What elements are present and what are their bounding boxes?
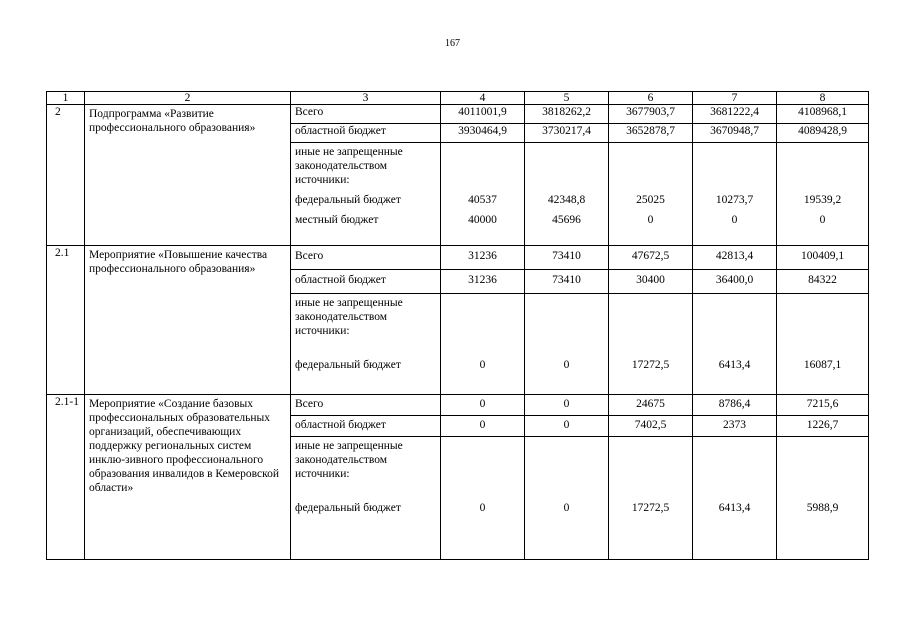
source-label: областной бюджет xyxy=(291,124,441,143)
federal-label: федеральный бюджет xyxy=(295,359,401,371)
federal-label: федеральный бюджет xyxy=(295,502,401,514)
budget-table xyxy=(46,91,869,560)
federal-value: 0 xyxy=(479,502,486,514)
source-label: Всего xyxy=(291,395,441,416)
value-cell xyxy=(609,294,693,395)
federal-value: 17272,5 xyxy=(631,359,670,371)
value-cell xyxy=(693,143,777,246)
value-cell: 0 xyxy=(525,395,609,416)
item-name xyxy=(85,246,291,395)
federal-label: федеральный бюджет xyxy=(295,194,401,206)
header-cell: 8 xyxy=(777,92,869,105)
federal-value: 19539,2 xyxy=(803,194,842,206)
value-cell: 73410 xyxy=(525,270,609,294)
value-cell xyxy=(525,294,609,395)
header-cell: 5 xyxy=(525,92,609,105)
source-label: Всего xyxy=(291,105,441,124)
other-sources-label: иные не запрещенные законодательством источники: xyxy=(295,297,403,337)
federal-value: 17272,5 xyxy=(631,502,670,514)
local-value: 40000 xyxy=(468,214,497,226)
item-name xyxy=(85,105,291,246)
value-cell xyxy=(609,437,693,560)
value-cell: 47672,5 xyxy=(609,246,693,270)
other-sources-cell xyxy=(291,143,441,246)
header-row xyxy=(47,92,869,105)
value-cell xyxy=(441,437,525,560)
value-cell: 42813,4 xyxy=(693,246,777,270)
table-row xyxy=(47,395,869,416)
value-cell: 3677903,7 xyxy=(609,105,693,124)
source-label: Всего xyxy=(291,246,441,270)
header-cell: 4 xyxy=(441,92,525,105)
item-number: 2 xyxy=(47,105,85,246)
value-cell: 100409,1 xyxy=(777,246,869,270)
other-sources-cell xyxy=(291,437,441,560)
item-name xyxy=(85,395,291,560)
other-sources-label: иные не запрещенные законодательством источники: xyxy=(295,146,403,186)
value-cell: 73410 xyxy=(525,246,609,270)
value-cell: 30400 xyxy=(609,270,693,294)
value-cell xyxy=(693,437,777,560)
federal-value: 5988,9 xyxy=(806,502,839,514)
value-cell xyxy=(441,294,525,395)
value-cell: 24675 xyxy=(609,395,693,416)
header-cell: 7 xyxy=(693,92,777,105)
value-cell: 36400,0 xyxy=(693,270,777,294)
value-cell: 3670948,7 xyxy=(693,124,777,143)
other-sources-label: иные не запрещенные законодательством источники: xyxy=(295,440,403,480)
federal-value: 16087,1 xyxy=(803,359,842,371)
federal-value: 25025 xyxy=(636,194,665,206)
value-cell: 31236 xyxy=(441,246,525,270)
header-cell: 2 xyxy=(85,92,291,105)
value-cell: 0 xyxy=(525,416,609,437)
value-cell: 4011001,9 xyxy=(441,105,525,124)
value-cell: 4089428,9 xyxy=(777,124,869,143)
value-cell: 3681222,4 xyxy=(693,105,777,124)
value-cell: 2373 xyxy=(693,416,777,437)
value-cell xyxy=(525,437,609,560)
header-cell: 3 xyxy=(291,92,441,105)
table-row xyxy=(47,105,869,124)
local-value: 0 xyxy=(731,214,738,226)
value-cell: 3930464,9 xyxy=(441,124,525,143)
value-cell xyxy=(693,294,777,395)
header-cell: 6 xyxy=(609,92,693,105)
value-cell: 4108968,1 xyxy=(777,105,869,124)
value-cell: 0 xyxy=(441,395,525,416)
value-cell: 7215,6 xyxy=(777,395,869,416)
item-name-text: Мероприятие «Повышение качества профессионального образования» xyxy=(89,249,268,275)
value-cell: 84322 xyxy=(777,270,869,294)
federal-value: 6413,4 xyxy=(718,502,751,514)
value-cell xyxy=(525,143,609,246)
local-label: местный бюджет xyxy=(295,214,379,226)
value-cell: 3652878,7 xyxy=(609,124,693,143)
value-cell xyxy=(777,437,869,560)
value-cell: 3818262,2 xyxy=(525,105,609,124)
local-value: 0 xyxy=(647,214,654,226)
other-sources-cell xyxy=(291,294,441,395)
value-cell: 1226,7 xyxy=(777,416,869,437)
federal-value: 0 xyxy=(563,359,570,371)
item-number: 2.1 xyxy=(47,246,85,395)
value-cell: 8786,4 xyxy=(693,395,777,416)
item-name-text: Подпрограмма «Развитие профессионального образования» xyxy=(89,108,256,134)
federal-value: 6413,4 xyxy=(718,359,751,371)
page-number: 167 xyxy=(445,38,460,49)
value-cell: 31236 xyxy=(441,270,525,294)
local-value: 0 xyxy=(819,214,826,226)
federal-value: 40537 xyxy=(468,194,497,206)
source-label: областной бюджет xyxy=(291,270,441,294)
item-name-text: Мероприятие «Создание базовых профессиональных образовательных организаций, обеспечивающих поддержку региональных систем инклю-зивного профессионального образования инвалидов в Кемеровской области» xyxy=(89,398,280,494)
value-cell xyxy=(777,143,869,246)
federal-value: 42348,8 xyxy=(547,194,586,206)
value-cell: 3730217,4 xyxy=(525,124,609,143)
value-cell xyxy=(441,143,525,246)
value-cell xyxy=(777,294,869,395)
value-cell: 7402,5 xyxy=(609,416,693,437)
federal-value: 10273,7 xyxy=(715,194,754,206)
federal-value: 0 xyxy=(563,502,570,514)
item-number: 2.1-1 xyxy=(47,395,85,560)
local-value: 45696 xyxy=(552,214,581,226)
header-cell: 1 xyxy=(47,92,85,105)
value-cell xyxy=(609,143,693,246)
federal-value: 0 xyxy=(479,359,486,371)
value-cell: 0 xyxy=(441,416,525,437)
source-label: областной бюджет xyxy=(291,416,441,437)
table-row xyxy=(47,246,869,270)
